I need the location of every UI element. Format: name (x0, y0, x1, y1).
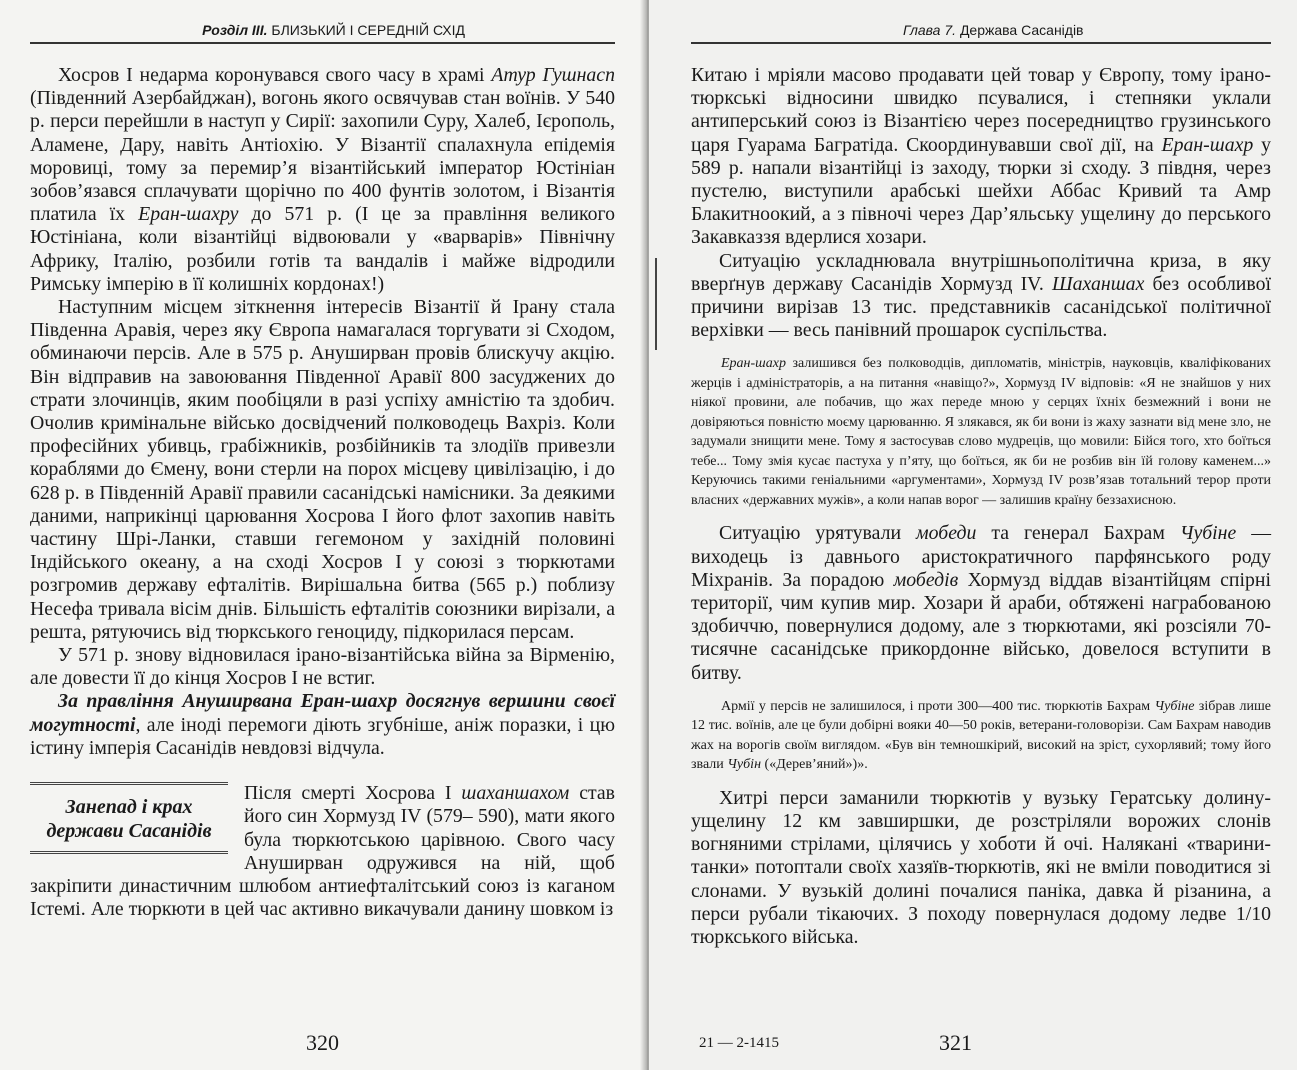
text-run: Ситуацію ускладнювала внутрішньополітична криза, в яку вверґнув державу Сасанідів Хормузд IV. (691, 249, 1271, 295)
italic-text: Атур Гушнасп (491, 64, 615, 86)
paragraph (30, 644, 615, 690)
paragraph (30, 64, 615, 296)
section-block (30, 782, 615, 921)
text-run: У 571 р. знову відновилася ірано-візантійська війна за Вірменію, але довести її до кінця Хосров I не встиг. (30, 644, 615, 690)
text-run: Хосров I недарма коронувався свого часу в храмі (58, 64, 492, 86)
text-run: Ситуацію урятували (719, 522, 916, 545)
italic-text: Чубіне (1154, 698, 1195, 714)
text-run: Армії у персів не залишилося, і проти 300—400 тис. тюркютів Бахрам (721, 698, 1155, 714)
italic-text: Еран-шахр (721, 356, 786, 372)
italic-text: мобедів (893, 568, 959, 591)
page-number: 321 (939, 1030, 972, 1055)
paragraph (30, 296, 615, 644)
printer-signature: 21 — 2-1415 (699, 1035, 779, 1051)
italic-text: мобеди (916, 522, 977, 545)
margin-mark (655, 258, 657, 350)
running-head-label: Розділ III. (202, 22, 268, 38)
text-run: та генерал Бахрам (976, 522, 1180, 545)
italic-text: Чубіне (1179, 522, 1237, 545)
text-run: залишився без полководців, дипломатів, міністрів, науковців, кваліфікованих жерців і адміністраторів, а на питання «навіщо?», Хормузд IV відповів: «Я не знайшов у них ніякої провини, але побачив, що жах переде мною у серцях їхніх безмежний і вони не довіряються повністю моєму царюванню. Я злякався, як би вони із жаху зазнати від мене зло, не задумали знищити мене. Тому я застосував слово мудреців, що мовили: Бійся того, хто боїться тебе... Тому змія кусає пастуха у п’яту, що боїться, як би не розбив він їй голову каменем...» Керуючись такими геніальними «аргументами», Хормузд IV розв’язав тотальний терор проти власних «державних мужів», а коли напав ворог — залишив країну беззахисною. (691, 356, 1271, 508)
paragraph (30, 690, 615, 760)
paragraph (691, 787, 1271, 949)
small-print-note (691, 697, 1271, 775)
bold-italic-text: За правління Ануширвана Еран-шахр досягнув вершини своєї могутності (30, 690, 615, 736)
text-run: (Південний Азербайджан), вогонь якого освячував стан воїнів. У 540 р. перси перейшли в наступ у Сирії: захопили Суру, Халеб, Ієрополь, Аламене, Дару, навіть Антіохію. У Візантії спалахнула епідемія моровиці, тому за перемир’я візантійський імператор Юстініан зобов’язався сплачувати щорічно по 400 фунтів золотом, і Візантія платила їх (30, 87, 615, 226)
text-run: Китаю і мріяли масово продавати цей товар у Європу, тому ірано-тюркські відносини швидко псувалися, і степняки уклали антиперський союз із Візантією через посередництво грузинського царя Гуарама Багратіда. Скоординувавши свої дії, на (691, 64, 1271, 156)
italic-text: Еран-шахру (138, 203, 239, 226)
page-number: 320 (306, 1030, 339, 1055)
left-page (0, 0, 645, 1070)
small-print-note (691, 354, 1271, 510)
text-run: Наступним місцем зіткнення інтересів Візантії й Ірану стала Південна Аравія, через яку Європа намагалася торгувати зі Сходом, обминаючи персів. Але в 575 р. Ануширван провів блискучу акцію. Він відправив на завоювання Південної Аравії 800 засуджених до страти злочинців, яким пообіцяли в разі успіху амністію та здобич. Очолив кримінальне військо досвідчений полководець Вахріз. Коли професійних убивць, грабіжників, розбійників та злодіїв привезли кораблями до Ємену, вони стерли на порох місцеву цивілізацію, і до 628 р. в Південній Аравії правили сасанідські намісники. За деякими даними, наприкінці царювання Хосрова I його флот захопив навіть частину Шрі-Ланки, ставши гегемоном у західній половині Індійського океану, а на сході Хосров I у союзі з тюркютами розгромив державу ефталітів. Вирішальна битва (565 р.) поблизу Несефа тривала вісім днів. Більшість ефталітів союзники вирізали, а решта, рятуючись від тюркського геноциду, підкорилася персам. (30, 296, 615, 643)
running-head-label: Глава 7. (903, 22, 957, 38)
paragraph (691, 64, 1271, 250)
running-head-right (691, 22, 1271, 44)
italic-text: Еран-шахр (1161, 133, 1254, 156)
text-run: зібрав лише 12 тис. воїнів, але це були добірні вояки 40—50 років, ветерани-головорізи. Сам Бахрам наводив жах на ворогів своїм виглядом. «Був він темношкірий, високий на зріст, сухорлявий; тому його звали (691, 698, 1272, 773)
text-run: («Дерев’яний»)». (761, 757, 868, 773)
text-run: став його син Хормузд IV (579– 590), мати якого була тюркютською царівною. Свого часу Ануширван одружився на ній, щоб закріпити династичним шлюбом антиефталітський союз із каганом Істемі. Але тюркюти в цей час активно викачували данину шовком із (30, 782, 615, 921)
text-run: без особливої причини вирізав 13 тис. представників сасанідської політичної верхівки — весь панівний прошарок суспільства. (691, 272, 1271, 342)
paragraph (691, 522, 1271, 684)
italic-text: Чубін (727, 757, 762, 773)
text-run: у 589 р. напали візантійці із заходу, тюрки зі сходу. З півдня, через пустелю, виступили арабські шейхи Аббас Кривий та Амр Блакитноокий, а з півночі через Дар’яльську ущелину до перського Закавказзя вдерлися хозари. (691, 133, 1271, 249)
right-page (649, 0, 1297, 1070)
text-run: Хормузд віддав візантійцям спірні території, чим купив мир. Хозари й араби, обтяжені награбованою здобиччю, повернулися додому, але з тюркютами, які розсіяли 70-тисячне сасанідське прикордонне військо, довелося вступити в битву. (691, 568, 1271, 684)
text-run: Хитрі перси заманили тюркютів у вузьку Гератську долину-ущелину 12 км завширшки, де розстріляли ворожих слонів вогняними стрілами, цілячись у хоботи й очі. Налякані «тварини-танки» потоптали своїх хазяїв-тюркютів, які не вміли поводитися зі слонами. У вузькій долині почалися паніка, давка й різанина, а перси рубали тікаючих. З походу повернулася додому ледве 1/10 тюркського війська. (691, 786, 1271, 949)
text-run: — виходець із давнього аристократичного парфянського роду Міхранів. За порадою (691, 522, 1272, 591)
text-run: Після смерті Хосрова I (244, 782, 462, 805)
running-head-text: Держава Сасанідів (959, 22, 1084, 38)
text-run: до 571 р. (І це за правління великого Юстініана, коли візантійці відвоювали у «варварів» Північну Африку, Італію, розбили готів та вандалів і майже відродили Римську імперію в її колишніх кордонах!) (30, 203, 615, 295)
section-heading: Занепад і крах держави Сасанідів (30, 782, 228, 854)
running-head-left (30, 22, 615, 44)
text-run: , але іноді перемоги діють згубніше, аніж поразки, і цю істину імперія Сасанідів невдовзі відчула. (30, 713, 615, 759)
running-head-text: БЛИЗЬКИЙ І СЕРЕДНІЙ СХІД (271, 22, 465, 38)
italic-text: Шаханшах (1052, 272, 1145, 295)
paragraph (691, 250, 1271, 343)
italic-text: шаханшахом (461, 782, 570, 805)
